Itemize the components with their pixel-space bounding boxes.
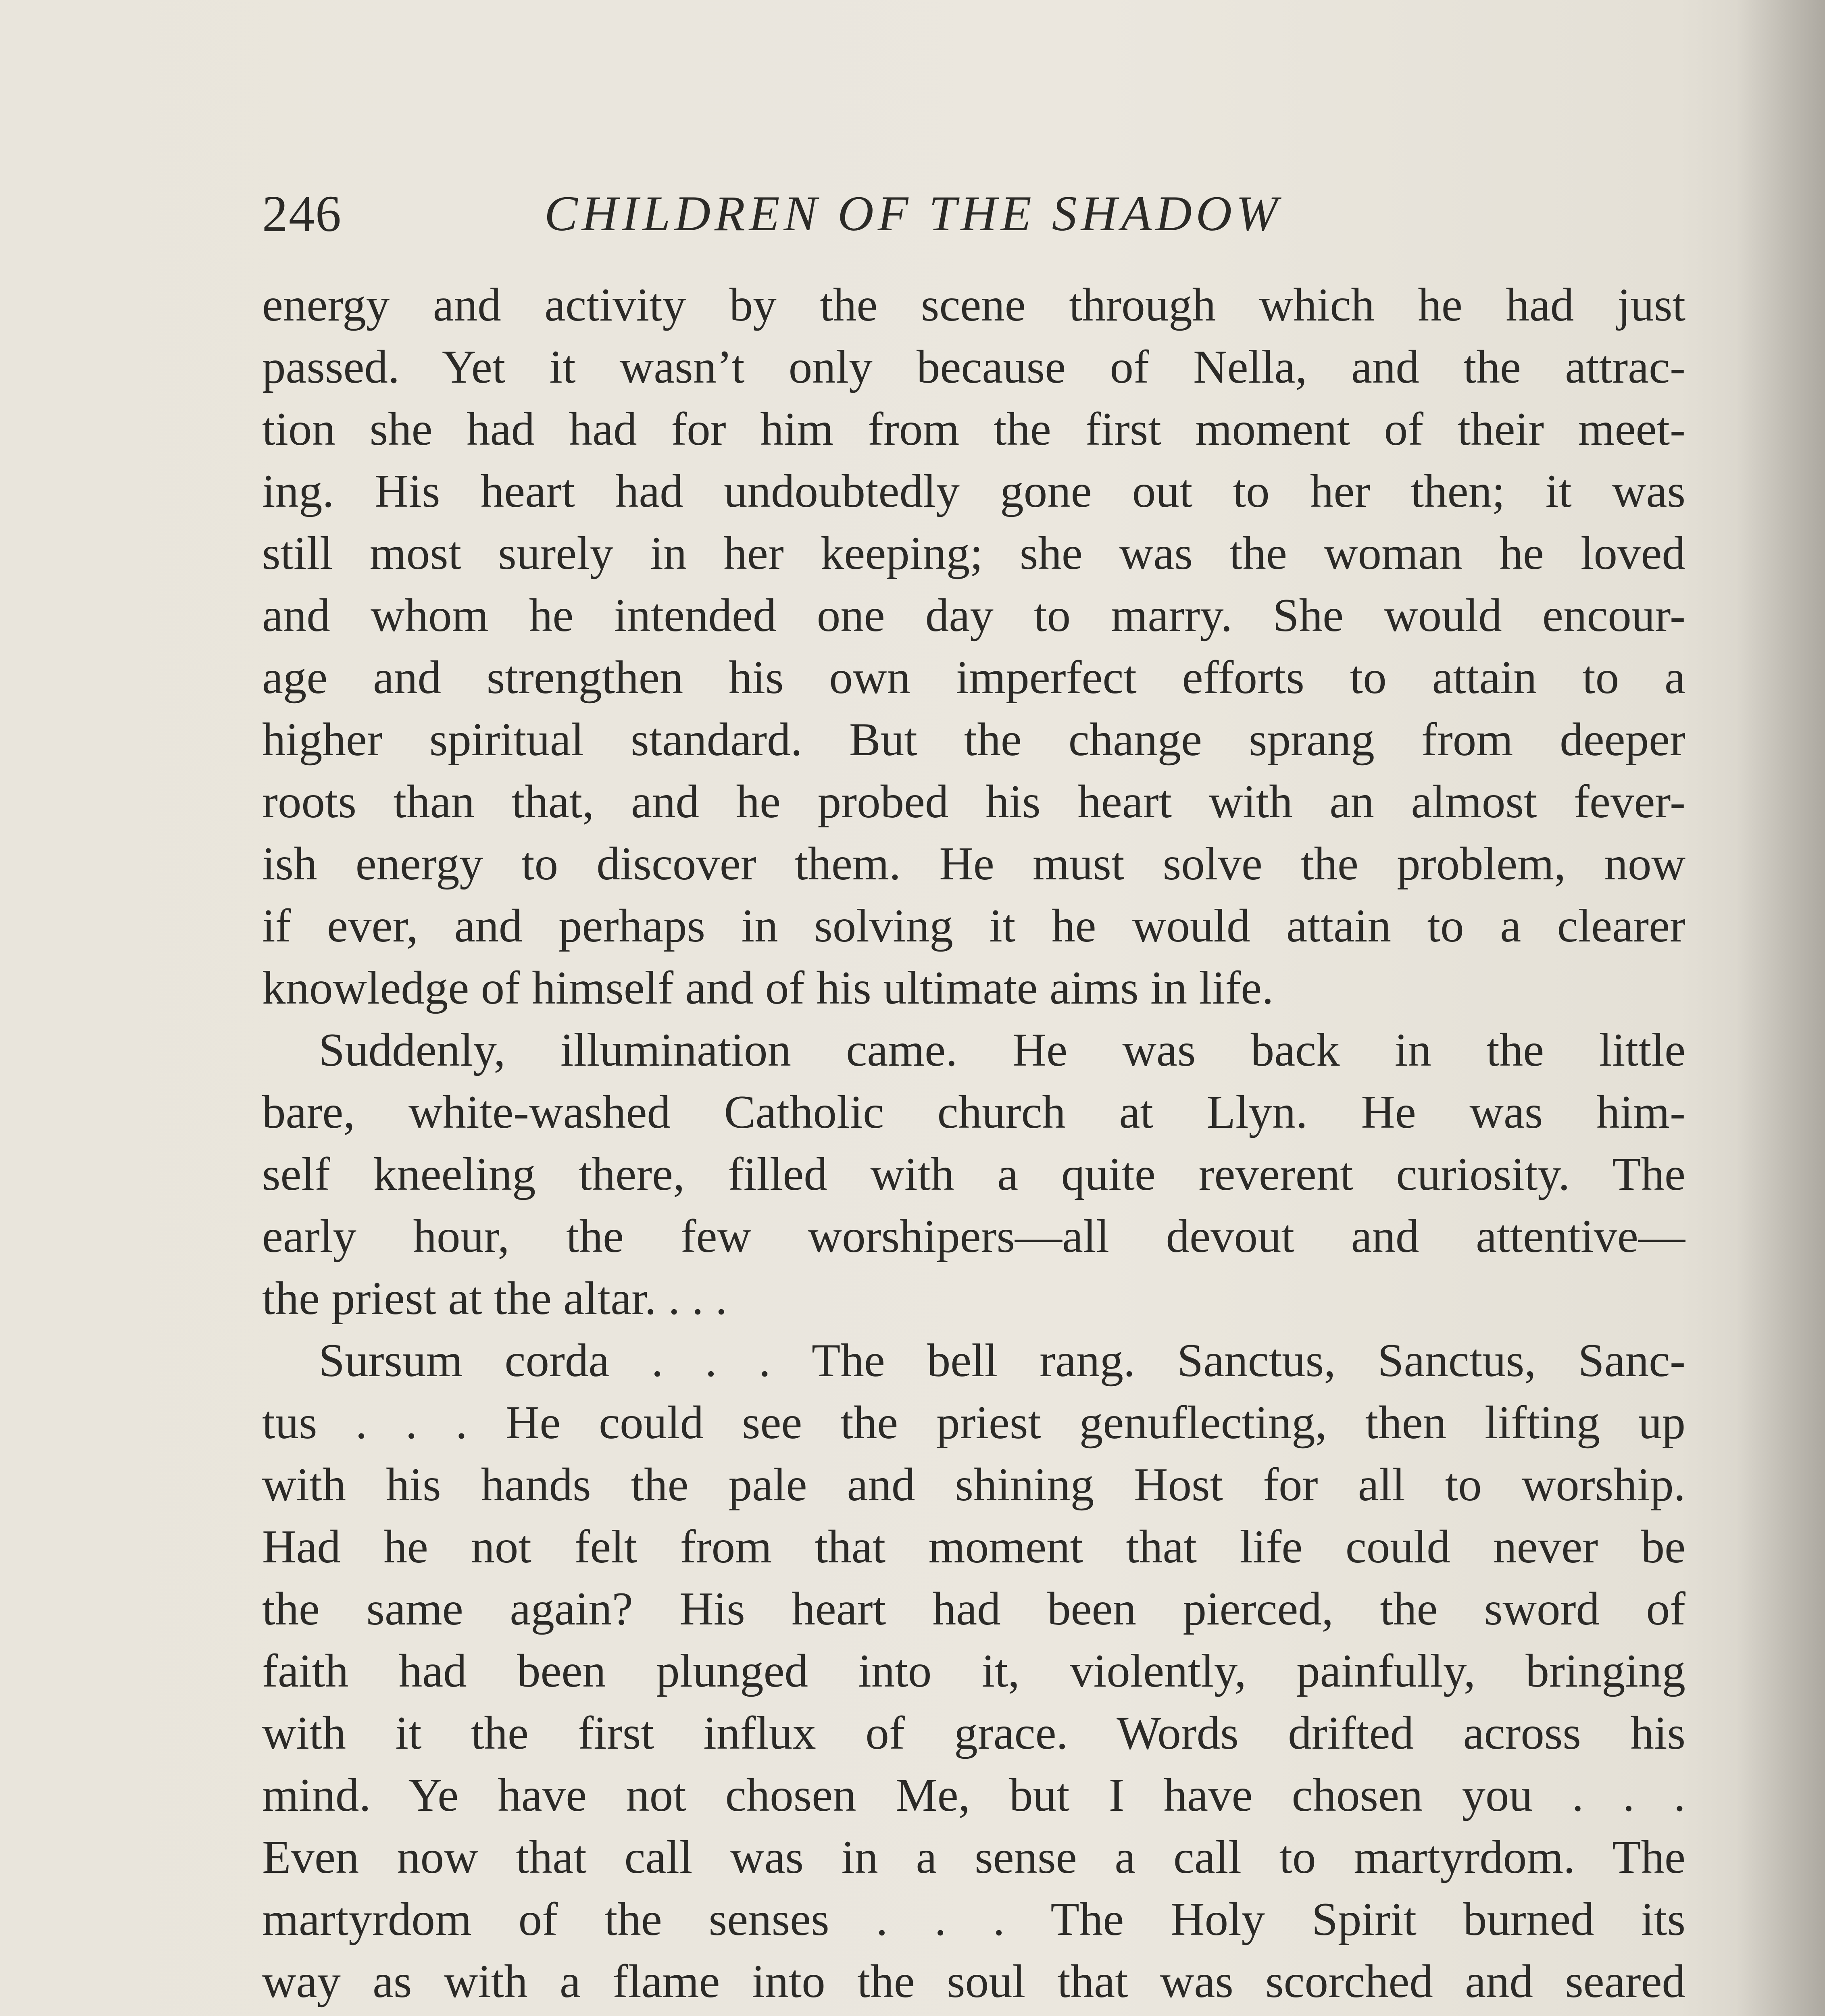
running-title: CHILDREN OF THE SHADOW bbox=[544, 186, 1282, 241]
text-line: roots than that, and he probed his heart with an almost fever- bbox=[262, 776, 1685, 828]
body-text bbox=[262, 274, 1685, 2016]
text-line: passed. Yet it wasn’t only because of Nella, and the attrac- bbox=[262, 341, 1685, 393]
text-line: energy and activity by the scene through which he had just bbox=[262, 279, 1685, 331]
page-edge-shadow bbox=[1736, 0, 1825, 2016]
text-line: with his hands the pale and shining Host for all to worship. bbox=[262, 1459, 1685, 1511]
text-line: bare, white-washed Catholic church at Llyn. He was him- bbox=[262, 1086, 1685, 1138]
text-line: martyrdom of the senses . . . The Holy Spirit burned its bbox=[262, 1893, 1685, 1945]
text-line: early hour, the few worshipers—all devout and attentive— bbox=[262, 1210, 1685, 1262]
text-line: if ever, and perhaps in solving it he would attain to a clearer bbox=[262, 900, 1685, 952]
text-line: the same again? His heart had been pierced, the sword of bbox=[262, 1583, 1685, 1635]
text-line: Had he not felt from that moment that life could never be bbox=[262, 1521, 1685, 1573]
text-line: tion she had had for him from the first moment of their meet- bbox=[262, 403, 1685, 455]
text-line: ing. His heart had undoubtedly gone out to her then; it was bbox=[262, 465, 1685, 517]
text-line: mind. Ye have not chosen Me, but I have chosen you . . . bbox=[262, 1769, 1685, 1821]
text-line: and whom he intended one day to marry. She would encour- bbox=[262, 589, 1685, 641]
paragraph-end-line: knowledge of himself and of his ultimate aims in life. bbox=[262, 962, 1274, 1014]
paragraph-end-line: the priest at the altar. . . . bbox=[262, 1272, 727, 1325]
paragraph-start-line: Suddenly, illumination came. He was back in the little bbox=[319, 1024, 1685, 1076]
text-line: self kneeling there, filled with a quite reverent curiosity. The bbox=[262, 1148, 1685, 1200]
text-line: higher spiritual standard. But the change sprang from deeper bbox=[262, 714, 1685, 766]
paragraph-start-line: Sursum corda . . . The bell rang. Sanctus, Sanctus, Sanc- bbox=[319, 1335, 1685, 1387]
text-line bbox=[262, 2013, 1685, 2016]
text-line: still most surely in her keeping; she was the woman he loved bbox=[262, 527, 1685, 579]
page-number: 246 bbox=[262, 185, 342, 242]
text-line: faith had been plunged into it, violently, painfully, bringing bbox=[262, 1645, 1685, 1697]
text-line: age and strengthen his own imperfect efforts to attain to a bbox=[262, 652, 1685, 704]
text-line: way as with a flame into the soul that was scorched and seared bbox=[262, 1956, 1685, 2008]
text-line: tus . . . He could see the priest genuflecting, then lifting up bbox=[262, 1397, 1685, 1449]
page-header bbox=[262, 173, 1685, 254]
text-line: Even now that call was in a sense a call to martyrdom. The bbox=[262, 1831, 1685, 1883]
text-line: ish energy to discover them. He must solve the problem, now bbox=[262, 838, 1685, 890]
text-line: with it the first influx of grace. Words drifted across his bbox=[262, 1707, 1685, 1759]
